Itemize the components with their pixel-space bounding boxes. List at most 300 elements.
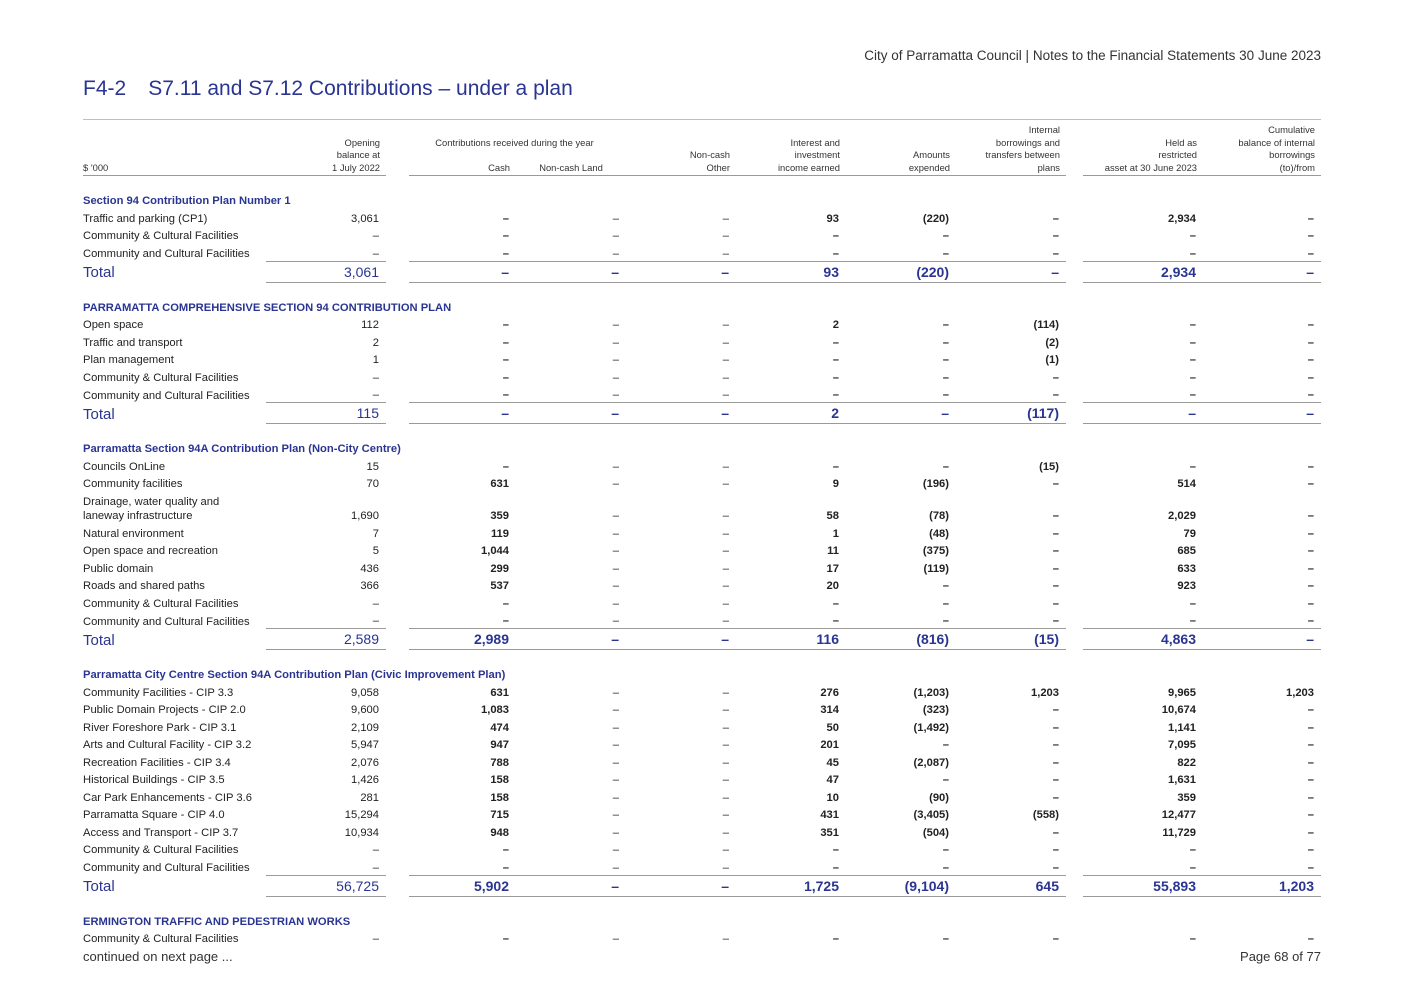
table-cell: – xyxy=(1052,826,1059,839)
table-cell: 359 xyxy=(490,510,509,522)
table-cell: – xyxy=(626,403,736,424)
table-cell: – xyxy=(502,597,509,610)
row-label: Community & Cultural Facilities xyxy=(83,933,239,945)
table-row xyxy=(83,840,1321,858)
table-cell: – xyxy=(832,354,839,366)
table-cell: 631 xyxy=(490,686,509,699)
table-cell: – xyxy=(722,704,729,716)
table-cell: – xyxy=(516,611,626,629)
table-cell: 1,141 xyxy=(1168,721,1196,734)
table-cell: – xyxy=(1189,336,1196,349)
table-cell: 17 xyxy=(826,562,839,575)
table-cell: 7,095 xyxy=(1168,739,1196,751)
table-cell: – xyxy=(502,319,509,331)
table-cell: 923 xyxy=(1177,580,1196,592)
table-cell: 431 xyxy=(820,809,839,821)
table-cell: 645 xyxy=(956,875,1066,896)
table-cell: – xyxy=(626,261,736,282)
total-label: Total xyxy=(83,405,115,423)
expended-header: Amounts expended xyxy=(846,124,956,176)
table-cell: – xyxy=(1307,791,1314,804)
table-cell: – xyxy=(942,774,949,786)
table-cell: 514 xyxy=(1177,478,1196,490)
units-header: $ '000 xyxy=(83,124,266,176)
table-cell: 115 xyxy=(266,403,386,424)
table-cell: – xyxy=(372,371,379,384)
table-cell: – xyxy=(846,385,956,403)
table-cell: – xyxy=(722,319,729,331)
table-cell: 633 xyxy=(1177,562,1196,575)
table-cell: – xyxy=(612,791,619,804)
table-cell: 2 xyxy=(736,403,846,424)
table-cell: 2,934 xyxy=(1168,212,1196,225)
row-label: Recreation Facilities - CIP 3.4 xyxy=(83,756,231,769)
table-cell: – xyxy=(736,385,846,403)
table-cell: 2,109 xyxy=(351,721,379,734)
table-cell: (2,087) xyxy=(913,756,949,769)
table-cell: 3,061 xyxy=(266,261,386,282)
table-cell: 11,729 xyxy=(1162,826,1196,839)
table-cell: – xyxy=(1307,212,1314,225)
table-cell: – xyxy=(1052,562,1059,575)
table-cell: (504) xyxy=(922,826,949,839)
continued-note: continued on next page ... xyxy=(83,949,233,964)
table-cell: – xyxy=(736,857,846,875)
table-cell: (220) xyxy=(922,212,949,225)
cash-header: Cash xyxy=(409,157,516,175)
total-row xyxy=(83,875,1321,896)
table-cell: – xyxy=(372,230,379,242)
table-row xyxy=(83,332,1321,350)
table-cell: – xyxy=(1307,510,1314,522)
table-cell: – xyxy=(1083,611,1203,629)
table-cell: 10 xyxy=(826,791,839,804)
document-header: City of Parramatta Council | Notes to the Financial Statements 30 June 2023 xyxy=(864,48,1321,63)
table-cell: – xyxy=(1052,933,1059,945)
table-cell: – xyxy=(612,933,619,945)
table-cell: 79 xyxy=(1183,527,1196,540)
table-cell: – xyxy=(956,243,1066,261)
table-cell: – xyxy=(516,875,626,896)
table-cell: – xyxy=(1307,527,1314,540)
table-cell: – xyxy=(612,686,619,699)
table-cell: 9 xyxy=(832,478,839,490)
table-cell: – xyxy=(612,371,619,384)
table-cell: – xyxy=(1189,354,1196,366)
table-cell: – xyxy=(502,354,509,366)
table-cell: – xyxy=(722,774,729,786)
table-cell: 2 xyxy=(832,319,839,331)
table-cell: – xyxy=(942,336,949,349)
table-cell: 12,477 xyxy=(1161,809,1196,821)
row-label: Community facilities xyxy=(83,478,183,490)
total-label: Total xyxy=(83,878,115,895)
table-cell: – xyxy=(722,336,729,349)
table-cell: – xyxy=(1307,460,1314,473)
table-row xyxy=(83,770,1321,788)
table-cell: 2,589 xyxy=(266,629,386,650)
table-body xyxy=(83,176,1321,947)
table-cell: (220) xyxy=(846,261,956,282)
table-cell: – xyxy=(516,261,626,282)
table-cell: – xyxy=(1189,933,1196,945)
table-cell: 1,426 xyxy=(351,774,379,786)
table-cell: 948 xyxy=(490,826,509,839)
total-label: Total xyxy=(83,264,115,281)
table-cell: – xyxy=(612,319,619,331)
table-cell: 119 xyxy=(490,527,509,540)
table-cell: 1,725 xyxy=(736,875,846,896)
row-label: Community & Cultural Facilities xyxy=(83,844,239,856)
table-cell: 10,674 xyxy=(1161,704,1196,716)
table-cell: – xyxy=(1052,478,1059,490)
table-cell: – xyxy=(942,460,949,473)
table-header xyxy=(83,124,1321,176)
table-cell: 55,893 xyxy=(1083,875,1203,896)
table-cell: (119) xyxy=(923,562,949,575)
table-cell: – xyxy=(736,611,846,629)
table-cell: – xyxy=(612,527,619,540)
table-cell: – xyxy=(612,562,619,575)
table-cell: – xyxy=(1307,756,1314,769)
table-cell: – xyxy=(502,933,509,945)
table-cell: – xyxy=(612,809,619,821)
table-cell: – xyxy=(612,230,619,242)
table-cell: – xyxy=(612,704,619,716)
opening-header: Opening balance at 1 July 2022 xyxy=(266,124,386,176)
table-cell: – xyxy=(832,844,839,856)
table-cell: – xyxy=(409,611,516,629)
table-cell: – xyxy=(266,243,386,261)
table-cell: – xyxy=(942,354,949,366)
table-cell: 9,965 xyxy=(1168,686,1196,699)
table-cell: – xyxy=(612,336,619,349)
table-cell: – xyxy=(1083,857,1203,875)
table-cell: – xyxy=(1052,371,1059,384)
table-cell: (114) xyxy=(1033,319,1059,331)
table-row xyxy=(83,752,1321,770)
table-cell: – xyxy=(722,844,729,856)
table-row xyxy=(83,805,1321,823)
table-row xyxy=(83,735,1321,753)
table-cell: – xyxy=(1052,545,1059,557)
table-cell: – xyxy=(1307,721,1314,734)
table-row xyxy=(83,558,1321,576)
table-cell: – xyxy=(1307,319,1314,331)
table-cell: – xyxy=(1307,826,1314,839)
row-label: Community Facilities - CIP 3.3 xyxy=(83,686,234,699)
table-cell: – xyxy=(956,611,1066,629)
table-cell: 537 xyxy=(490,580,509,592)
table-cell: – xyxy=(1307,844,1314,856)
table-cell: – xyxy=(612,354,619,366)
table-cell: – xyxy=(1052,739,1059,751)
table-cell: – xyxy=(1052,756,1059,769)
table-cell: – xyxy=(612,212,619,225)
row-label: Open space and recreation xyxy=(83,545,218,557)
table-cell: – xyxy=(1052,510,1059,522)
table-row xyxy=(83,367,1321,385)
table-cell: – xyxy=(1203,261,1321,282)
contributions-table xyxy=(83,124,1321,946)
table-cell: – xyxy=(1307,354,1314,366)
table-cell: 20 xyxy=(826,580,839,592)
table-cell: 15 xyxy=(366,460,379,473)
table-cell: – xyxy=(722,809,729,821)
table-cell: – xyxy=(1083,403,1203,424)
table-cell: – xyxy=(832,597,839,610)
noncash-other-header: Non-cash Other xyxy=(626,124,736,176)
table-cell: – xyxy=(1052,791,1059,804)
table-cell: – xyxy=(1307,597,1314,610)
table-cell: – xyxy=(722,756,729,769)
table-cell: – xyxy=(722,510,729,522)
table-cell: 947 xyxy=(490,739,509,751)
table-cell: 359 xyxy=(1177,791,1196,804)
table-cell: (3,405) xyxy=(913,809,949,821)
table-cell: 7 xyxy=(372,527,379,540)
table-cell: – xyxy=(846,611,956,629)
table-cell: – xyxy=(956,385,1066,403)
table-cell: – xyxy=(722,580,729,592)
row-label: Plan management xyxy=(83,354,174,366)
table-cell: – xyxy=(1189,460,1196,473)
table-row xyxy=(83,523,1321,541)
table-cell: – xyxy=(1307,371,1314,384)
section-title: Parramatta Section 94A Contribution Plan (Non-City Centre) xyxy=(83,443,401,455)
table-cell: (117) xyxy=(956,403,1066,424)
table-cell: – xyxy=(1189,371,1196,384)
table-cell: – xyxy=(1307,336,1314,349)
table-cell: (323) xyxy=(922,704,949,716)
table-cell: – xyxy=(1189,844,1196,856)
table-cell: (78) xyxy=(929,510,949,522)
note-title: S7.11 and S7.12 Contributions – under a plan xyxy=(148,77,573,100)
table-row xyxy=(83,682,1321,700)
table-cell: 9,058 xyxy=(351,686,379,699)
table-cell: – xyxy=(722,562,729,575)
table-cell: – xyxy=(736,243,846,261)
table-cell: 1,203 xyxy=(1286,686,1314,699)
noncash-land-header: Non-cash Land xyxy=(516,157,626,175)
table-row xyxy=(83,929,1321,947)
table-cell: 5 xyxy=(372,545,379,557)
section-heading-row xyxy=(83,176,1321,209)
held-restricted-header: Held as restricted asset at 30 June 2023 xyxy=(1083,124,1203,176)
row-label: Community & Cultural Facilities xyxy=(83,230,239,242)
table-cell: 1,203 xyxy=(1031,686,1059,699)
table-cell: – xyxy=(846,243,956,261)
table-row xyxy=(83,576,1321,594)
table-cell: – xyxy=(502,336,509,349)
table-cell: – xyxy=(942,230,949,242)
table-cell: 93 xyxy=(736,261,846,282)
table-cell: – xyxy=(832,460,839,473)
table-cell: – xyxy=(372,933,379,945)
table-cell: 1 xyxy=(372,354,379,366)
table-cell: – xyxy=(1307,478,1314,490)
total-label: Total xyxy=(83,631,115,649)
table-cell: – xyxy=(722,597,729,610)
table-cell: (9,104) xyxy=(846,875,956,896)
table-cell: – xyxy=(1307,933,1314,945)
table-cell: – xyxy=(409,857,516,875)
table-cell: – xyxy=(1052,212,1059,225)
table-cell: 685 xyxy=(1177,545,1196,557)
table-cell: – xyxy=(516,857,626,875)
table-cell: 474 xyxy=(490,721,509,734)
table-cell: (1,492) xyxy=(913,721,949,734)
table-cell: 2,029 xyxy=(1168,510,1196,522)
internal-borrowings-header: Internal borrowings and transfers between plans xyxy=(956,124,1066,176)
table-cell: – xyxy=(722,212,729,225)
table-cell: – xyxy=(722,354,729,366)
table-cell: 299 xyxy=(490,562,509,575)
table-cell: – xyxy=(1083,243,1203,261)
row-label: Open space xyxy=(83,319,144,331)
table-row xyxy=(83,315,1321,333)
table-row xyxy=(83,491,1321,523)
row-label: Natural environment xyxy=(83,527,184,540)
table-cell: – xyxy=(1052,597,1059,610)
table-cell: – xyxy=(1189,230,1196,242)
table-cell: (2) xyxy=(1045,336,1059,349)
note-number: F4-2 xyxy=(83,77,127,100)
table-cell: 788 xyxy=(490,756,509,769)
section-title: Parramatta City Centre Section 94A Contribution Plan (Civic Improvement Plan) xyxy=(83,669,506,681)
table-cell: (375) xyxy=(922,545,949,557)
table-row xyxy=(83,243,1321,261)
interest-header: Interest and investment income earned xyxy=(736,124,846,176)
table-cell: – xyxy=(1052,527,1059,540)
row-label: Historical Buildings - CIP 3.5 xyxy=(83,774,225,786)
table-cell: – xyxy=(409,243,516,261)
table-cell: 1 xyxy=(832,527,839,540)
table-cell: 366 xyxy=(360,580,379,592)
table-cell: – xyxy=(956,857,1066,875)
table-cell: (48) xyxy=(929,527,949,540)
row-label: Drainage, water quality and laneway infrastructure xyxy=(83,496,220,522)
table-cell: – xyxy=(846,857,956,875)
table-cell: – xyxy=(516,385,626,403)
table-cell: 351 xyxy=(820,826,839,839)
table-cell: – xyxy=(502,844,509,856)
table-cell: – xyxy=(626,875,736,896)
table-cell: – xyxy=(612,739,619,751)
table-cell: 4,863 xyxy=(1083,629,1203,650)
table-cell: 2,934 xyxy=(1083,261,1203,282)
table-cell: – xyxy=(942,319,949,331)
table-cell: – xyxy=(1189,597,1196,610)
table-cell: – xyxy=(1052,580,1059,592)
table-cell: (1) xyxy=(1045,354,1059,366)
table-cell: 15,294 xyxy=(344,809,379,821)
table-row xyxy=(83,787,1321,805)
table-cell: – xyxy=(612,580,619,592)
row-label: Traffic and parking (CP1) xyxy=(83,212,208,225)
table-cell: – xyxy=(626,629,736,650)
table-cell: 1,203 xyxy=(1203,875,1321,896)
table-cell: 50 xyxy=(826,721,839,734)
table-cell: – xyxy=(502,212,509,225)
table-cell: (15) xyxy=(1039,460,1059,473)
section-heading-row xyxy=(83,896,1321,929)
table-cell: – xyxy=(612,774,619,786)
table-cell: 9,600 xyxy=(351,704,379,716)
row-label: Car Park Enhancements - CIP 3.6 xyxy=(83,791,252,804)
table-cell: – xyxy=(612,756,619,769)
table-cell: (816) xyxy=(846,629,956,650)
table-cell: 1,083 xyxy=(481,704,509,716)
table-cell: 116 xyxy=(736,629,846,650)
table-cell: – xyxy=(1052,230,1059,242)
table-cell: 5,947 xyxy=(351,739,379,751)
table-cell: – xyxy=(502,371,509,384)
row-label: Community and Cultural Facilities xyxy=(83,248,250,260)
table-cell: – xyxy=(722,371,729,384)
table-cell: – xyxy=(722,686,729,699)
table-cell: – xyxy=(266,857,386,875)
table-cell: – xyxy=(1203,611,1321,629)
table-cell: – xyxy=(266,611,386,629)
table-row xyxy=(83,611,1321,629)
table-cell: – xyxy=(1307,562,1314,575)
table-cell: 1,044 xyxy=(481,545,509,557)
table-cell: – xyxy=(626,611,736,629)
table-cell: 10,934 xyxy=(344,826,379,839)
section-heading-row xyxy=(83,650,1321,683)
table-cell: – xyxy=(626,385,736,403)
table-cell: – xyxy=(612,478,619,490)
table-cell: – xyxy=(942,597,949,610)
table-row xyxy=(83,385,1321,403)
row-label: Community & Cultural Facilities xyxy=(83,597,239,610)
table-row xyxy=(83,717,1321,735)
total-row xyxy=(83,261,1321,282)
table-cell: 715 xyxy=(490,809,509,821)
table-row xyxy=(83,857,1321,875)
table-cell: 314 xyxy=(820,704,839,716)
row-label: Community & Cultural Facilities xyxy=(83,371,239,384)
table-cell: 2,076 xyxy=(351,756,379,769)
table-row xyxy=(83,593,1321,611)
table-cell: 1,690 xyxy=(351,510,379,522)
table-cell: – xyxy=(942,580,949,592)
table-cell: – xyxy=(502,230,509,242)
table-cell: – xyxy=(846,403,956,424)
table-cell: – xyxy=(372,597,379,610)
table-cell: 158 xyxy=(490,774,509,786)
table-row xyxy=(83,474,1321,492)
table-cell: 436 xyxy=(360,562,379,575)
title-divider xyxy=(83,119,1321,120)
table-cell: – xyxy=(612,545,619,557)
row-label: Community and Cultural Facilities xyxy=(83,862,250,874)
table-cell: – xyxy=(612,460,619,473)
table-cell: (196) xyxy=(922,478,949,490)
table-cell: – xyxy=(1052,721,1059,734)
table-row xyxy=(83,226,1321,244)
row-label: Parramatta Square - CIP 4.0 xyxy=(83,809,225,821)
table-cell: – xyxy=(832,336,839,349)
table-cell: – xyxy=(1052,844,1059,856)
table-cell: – xyxy=(612,597,619,610)
table-cell: – xyxy=(1307,704,1314,716)
page-number: Page 68 of 77 xyxy=(1240,949,1321,964)
table-cell: 281 xyxy=(360,791,379,804)
table-cell: – xyxy=(266,385,386,403)
row-label: River Foreshore Park - CIP 3.1 xyxy=(83,721,237,734)
